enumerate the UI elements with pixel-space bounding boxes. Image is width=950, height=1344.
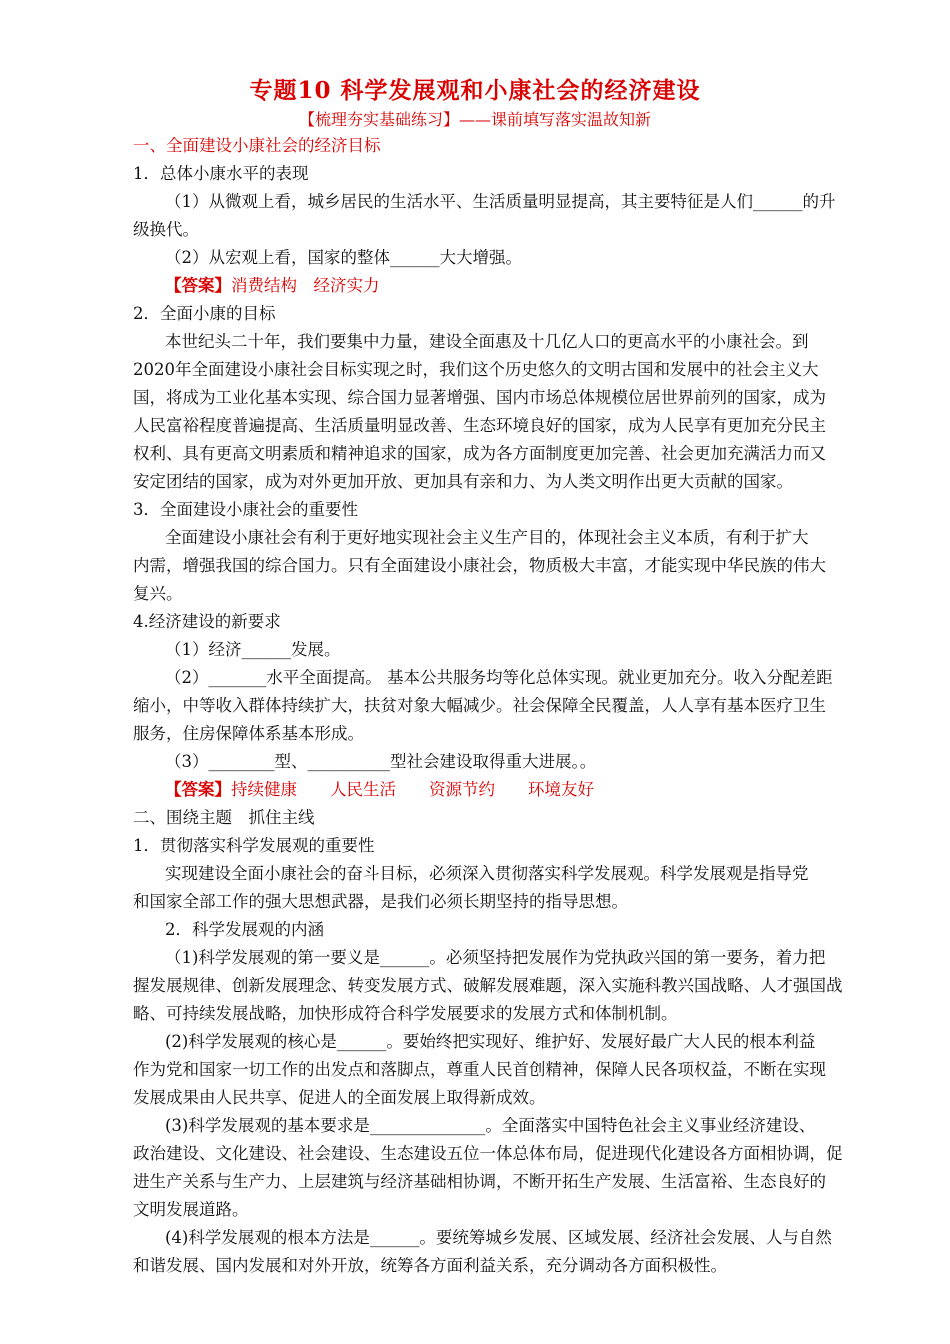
answer-text: 消费结构 经济实力 (231, 276, 380, 295)
subsection-heading: 4.经济建设的新要求 (133, 612, 281, 631)
paragraph-line: 实现建设全面小康社会的奋斗目标，必须深入贯彻落实科学发展观。科学发展观是指导党 (165, 864, 809, 883)
paragraph-line: (4)科学发展观的根本方法是______。要统筹城乡发展、区域发展、经济社会发展、人与自然 (165, 1228, 832, 1247)
paragraph-line: 缩小，中等收入群体持续扩大，扶贫对象大幅减少。社会保障全民覆盖，人人享有基本医疗卫生 (133, 696, 826, 715)
subsection-heading: 2．科学发展观的内涵 (165, 920, 324, 939)
paragraph-line: （1)科学发展观的第一要义是______。必须坚持把发展作为党执政兴国的第一要务，着力把 (165, 948, 826, 967)
answer-line (165, 776, 594, 800)
paragraph-line: （2）_______水平全面提高。 基本公共服务均等化总体实现。就业更加充分。收入分配差距 (165, 668, 833, 687)
paragraph-line: 进生产关系与生产力、上层建筑与经济基础相协调，不断开拓生产发展、生活富裕、生态良好的 (133, 1172, 826, 1191)
paragraph-line: 作为党和国家一切工作的出发点和落脚点，尊重人民首创精神，保障人民各项权益，不断在实现 (133, 1060, 826, 1079)
paragraph-line: 内需，增强我国的综合国力。只有全面建设小康社会，物质极大丰富，才能实现中华民族的伟大 (133, 556, 826, 575)
section-heading: 二、围绕主题 抓住主线 (133, 808, 315, 827)
subsection-heading: 2．全面小康的目标 (133, 304, 276, 323)
paragraph-line: 政治建设、文化建设、社会建设、生态建设五位一体总体布局，促进现代化建设各方面相协调，促 (133, 1144, 843, 1163)
paragraph-line: （2）从宏观上看，国家的整体______大大增强。 (165, 248, 522, 267)
paragraph-line: 略、可持续发展战略，加快形成符合科学发展要求的发展方式和体制机制。 (133, 1004, 678, 1023)
page-subtitle: 【梳理夯实基础练习】——课前填写落实温故知新 (298, 110, 651, 129)
paragraph-line: 文明发展道路。 (133, 1200, 249, 1219)
paragraph-line: 权利、具有更高文明素质和精神追求的国家，成为各方面制度更加完善、社会更加充满活力而又 (133, 444, 826, 463)
subsection-heading: 1．总体小康水平的表现 (133, 164, 309, 183)
answer-tag: 【答案】 (165, 276, 231, 295)
paragraph-line: 复兴。 (133, 584, 183, 603)
paragraph-line: 和国家全部工作的强大思想武器，是我们必须长期坚持的指导思想。 (133, 892, 628, 911)
paragraph-line: 2020年全面建设小康社会目标实现之时，我们这个历史悠久的文明古国和发展中的社会主义大 (133, 360, 819, 379)
paragraph-line: 发展成果由人民共享、促进人的全面发展上取得新成效。 (133, 1088, 546, 1107)
paragraph-line: 安定团结的国家，成为对外更加开放、更加具有亲和力、为人类文明作出更大贡献的国家。 (133, 472, 793, 491)
subsection-heading: 1．贯彻落实科学发展观的重要性 (133, 836, 375, 855)
paragraph-line: 本世纪头二十年，我们要集中力量，建设全面惠及十几亿人口的更高水平的小康社会。到 (165, 332, 809, 351)
subsection-heading: 3．全面建设小康社会的重要性 (133, 500, 358, 519)
paragraph-line: 级换代。 (133, 220, 199, 239)
paragraph-line: 服务，住房保障体系基本形成。 (133, 724, 364, 743)
paragraph-line: (2)科学发展观的核心是______。要始终把实现好、维护好、发展好最广大人民的根本利益 (165, 1032, 816, 1051)
section-heading: 一、全面建设小康社会的经济目标 (133, 136, 381, 155)
paragraph-line: （1）经济______发展。 (165, 640, 341, 659)
answer-tag: 【答案】 (165, 780, 231, 799)
paragraph-line: 握发展规律、创新发展理念、转变发展方式、破解发展难题，深入实施科教兴国战略、人才强国战 (133, 976, 843, 995)
answer-text: 持续健康 人民生活 资源节约 环境友好 (231, 780, 594, 799)
paragraph-line: （1）从微观上看，城乡居民的生活水平、生活质量明显提高，其主要特征是人们______的升 (165, 192, 836, 211)
paragraph-line: 全面建设小康社会有利于更好地实现社会主义生产目的，体现社会主义本质，有利于扩大 (165, 528, 809, 547)
paragraph-line: (3)科学发展观的基本要求是______________。全面落实中国特色社会主义事业经济建设、 (165, 1116, 816, 1135)
answer-line (165, 272, 380, 296)
paragraph-line: 和谐发展、国内发展和对外开放，统筹各方面利益关系，充分调动各方面积极性。 (133, 1256, 727, 1275)
paragraph-line: 国，将成为工业化基本实现、综合国力显著增强、国内市场总体规模位居世界前列的国家，成为 (133, 388, 826, 407)
paragraph-line: （3）________型、__________型社会建设取得重大进展。。 (165, 752, 597, 771)
paragraph-line: 人民富裕程度普遍提高、生活质量明显改善、生态环境良好的国家，成为人民享有更加充分民主 (133, 416, 826, 435)
page-title: 专题10 科学发展观和小康社会的经济建设 (249, 77, 701, 104)
